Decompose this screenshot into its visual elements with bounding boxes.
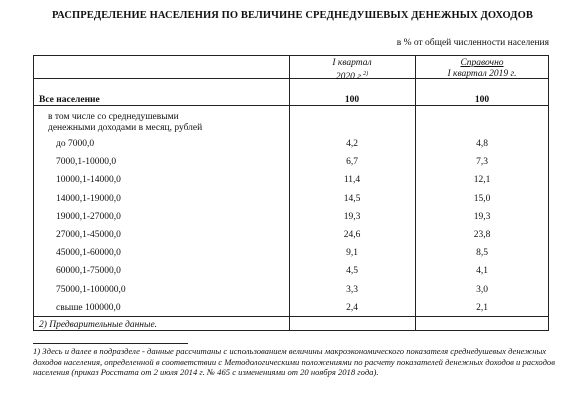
row-label: 45000,1-60000,0 bbox=[56, 248, 121, 259]
row-label: 7000,1-10000,0 bbox=[56, 157, 117, 168]
note-rule bbox=[34, 316, 548, 317]
table-note: 2) Предварительные данные. bbox=[39, 320, 158, 330]
header-q1-2020: I квартал 2020 г.$^{2)}$ bbox=[332, 58, 372, 83]
row-value-2020: 4,2 bbox=[346, 139, 358, 149]
row-value-2020: 2,4 bbox=[346, 302, 358, 313]
row-value-2020: 19,3 bbox=[343, 211, 361, 222]
subheading-line1: в том числе со среднедушевыми bbox=[48, 112, 179, 122]
row-value-2020: 3,3 bbox=[346, 284, 358, 295]
footnote-separator bbox=[33, 343, 188, 344]
row-value-2019: 19,3 bbox=[473, 211, 491, 222]
page-title: РАСПРЕДЕЛЕНИЕ НАСЕЛЕНИЯ ПО ВЕЛИЧИНЕ СРЕДНЕДУШЕВЫХ ДЕНЕЖНЫХ ДОХОДОВ bbox=[52, 10, 533, 21]
row-value-2020: 9,1 bbox=[346, 248, 358, 259]
row-value-2019: 2,1 bbox=[476, 302, 488, 313]
row-label: 19000,1-27000,0 bbox=[56, 211, 121, 222]
income-distribution-table bbox=[33, 55, 549, 331]
row-value-2019: 15,0 bbox=[473, 193, 491, 204]
row-value-2020: 11,4 bbox=[343, 175, 361, 186]
row-label: 75000,1-100000,0 bbox=[56, 284, 126, 295]
row-label: свыше 100000,0 bbox=[56, 302, 121, 313]
row-value-2020: 6,7 bbox=[346, 157, 358, 168]
subheading-line2: денежными доходами в месяц, рублей bbox=[48, 123, 203, 133]
total-label: Все население bbox=[39, 95, 100, 105]
row-label: до 7000,0 bbox=[56, 139, 95, 149]
header-reference-q1-2019: Справочно I квартал 2019 г. bbox=[447, 58, 517, 79]
row-value-2019: 4,1 bbox=[476, 266, 488, 277]
row-value-2020: 14,5 bbox=[343, 193, 361, 204]
row-value-2019: 12,1 bbox=[473, 175, 491, 186]
row-label: 10000,1-14000,0 bbox=[56, 175, 121, 186]
row-value-2019: 3,0 bbox=[476, 284, 488, 295]
row-value-2020: 24,6 bbox=[343, 230, 361, 240]
total-value-2020: 100 bbox=[344, 95, 360, 105]
row-value-2020: 4,5 bbox=[346, 266, 358, 277]
units-note: в % от общей численности населения bbox=[396, 38, 549, 48]
total-value-2019: 100 bbox=[474, 95, 490, 105]
row-value-2019: 23,8 bbox=[473, 230, 491, 240]
row-value-2019: 4,8 bbox=[476, 139, 488, 149]
row-value-2019: 7,3 bbox=[476, 157, 488, 168]
row-label: 27000,1-45000,0 bbox=[56, 230, 121, 240]
footnote: 1) Здесь и далее в подразделе - данные рассчитаны с использованием величины макроэкономического показателя среднедушевых денежных доходов населения, определенной в соответствии с Методологическими положениями по расчету показателей денежных доходов и расходов населения (приказ Росстата от 2 июля 2014 г. № 465 с изменениями от 20 ноября 2018 года). bbox=[33, 346, 555, 377]
row-value-2019: 8,5 bbox=[476, 248, 488, 259]
row-label: 60000,1-75000,0 bbox=[56, 266, 121, 277]
row-label: 14000,1-19000,0 bbox=[56, 193, 121, 204]
